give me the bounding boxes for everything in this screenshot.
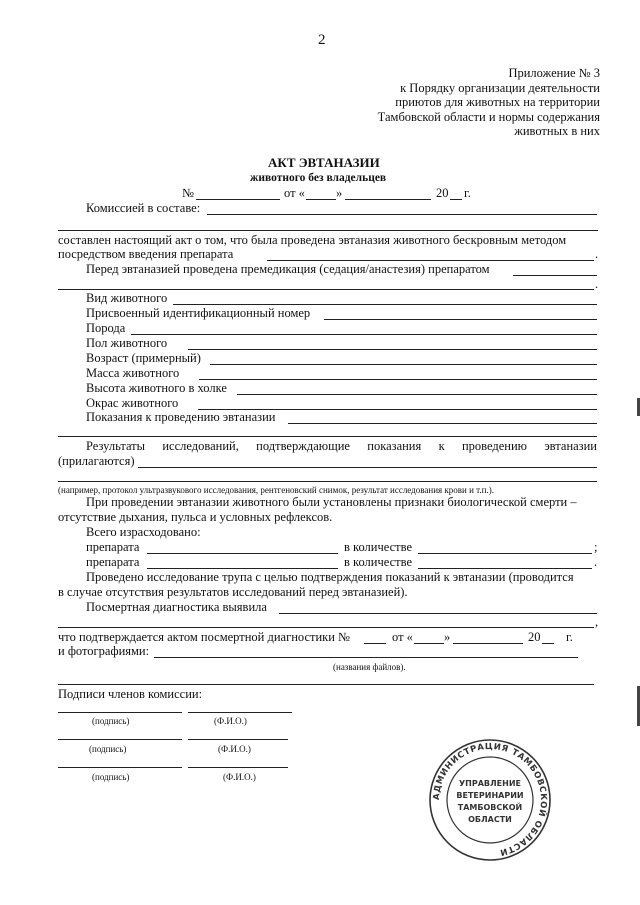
postmortem-blank	[58, 627, 594, 628]
date-from-label: от «	[392, 630, 413, 644]
field-weight-blank	[199, 379, 597, 380]
stamp-inner-line: ОБЛАСТИ	[468, 815, 512, 824]
photos-blank	[58, 684, 594, 685]
stamp-outer-ring	[430, 740, 550, 860]
signature-caption: (подпись)	[89, 744, 127, 754]
act-number-blank	[364, 643, 386, 644]
photos-label: и фотографиями:	[58, 644, 150, 658]
injection-blank	[267, 260, 594, 261]
fio-blank	[188, 712, 292, 713]
commission-label: Комиссией в составе:	[86, 201, 201, 215]
field-indications-blank	[288, 423, 597, 424]
official-stamp	[428, 738, 552, 862]
year-prefix: 20	[528, 630, 541, 644]
field-color-label: Окрас животного	[86, 396, 179, 410]
signature-blank	[58, 712, 182, 713]
drug-label: препарата	[86, 540, 140, 554]
period: .	[595, 247, 599, 261]
semicolon: ;	[594, 540, 598, 554]
year-blank	[450, 199, 462, 200]
month-blank	[345, 199, 431, 200]
year-prefix: 20	[436, 186, 449, 200]
day-blank	[414, 643, 444, 644]
field-height-blank	[237, 394, 597, 395]
fio-blank	[188, 739, 288, 740]
compiled-text: составлен настоящий акт о том, что была проведена эвтаназия животного бескровным методом	[58, 233, 567, 247]
appendix-line: приютов для животных на территории	[395, 95, 600, 109]
drug-blank	[147, 553, 338, 554]
injection-label: посредством введения препарата	[58, 247, 234, 261]
stamp-inner-line: ВЕТЕРИНАРИИ	[456, 791, 524, 800]
autopsy-text: Проведено исследование трупа с целью подтверждения показаний к эвтаназии (проводится	[86, 570, 574, 584]
fio-caption: (Ф.И.О.)	[223, 772, 256, 782]
quote-close: »	[444, 630, 451, 644]
field-age-blank	[210, 364, 597, 365]
field-indications-label: Показания к проведению эвтаназии	[86, 410, 276, 424]
field-age-label: Возраст (примерный)	[86, 351, 201, 365]
period: .	[594, 555, 598, 569]
spent-label: Всего израсходовано:	[86, 525, 201, 539]
fio-caption: (Ф.И.О.)	[214, 716, 247, 726]
signs-text-cont: отсутствие дыхания, пульса и условных рефлексов.	[58, 510, 333, 524]
field-indications-blank	[58, 436, 597, 437]
field-id-label: Присвоенный идентификационный номер	[86, 306, 311, 320]
number-label: №	[182, 186, 194, 200]
appendix-line: Приложение № 3	[508, 66, 600, 80]
file-names-note: (названия файлов).	[333, 662, 406, 672]
signatures-label: Подписи членов комиссии:	[58, 687, 203, 701]
results-blank	[138, 467, 597, 468]
commission-blank	[207, 214, 597, 215]
qty-label: в количестве	[344, 540, 413, 554]
appendix-line: к Порядку организации деятельности	[400, 80, 600, 95]
appendix-block	[360, 66, 600, 139]
premed-blank	[513, 275, 597, 276]
page-number: 2	[318, 32, 326, 48]
signature-caption: (подпись)	[92, 716, 130, 726]
postmortem-label: Посмертная диагностика выявила	[86, 600, 267, 614]
field-species-label: Вид животного	[86, 291, 168, 305]
fio-blank	[188, 767, 288, 768]
appendix-line: животных в них	[514, 124, 600, 138]
commission-blank	[58, 230, 598, 231]
document-title: АКТ ЭВТАНАЗИИ	[268, 155, 380, 170]
confirmed-label: что подтверждается актом посмертной диагностики №	[58, 630, 350, 644]
qty-label: в количестве	[344, 555, 413, 569]
premed-blank	[58, 289, 594, 290]
photos-blank	[154, 657, 578, 658]
field-breed-blank	[131, 334, 597, 335]
quote-close: »	[336, 186, 343, 200]
comma: ,	[595, 615, 599, 629]
results-text: Результаты исследований, подтверждающие показания к проведению эвтаназии	[86, 439, 597, 453]
year-blank	[542, 643, 554, 644]
results-blank	[58, 481, 597, 482]
period: .	[595, 277, 599, 291]
field-sex-blank	[188, 349, 597, 350]
field-species-blank	[173, 304, 597, 305]
field-breed-label: Порода	[86, 321, 126, 335]
month-blank	[453, 643, 523, 644]
field-sex-label: Пол животного	[86, 336, 168, 350]
premed-label: Перед эвтаназией проведена премедикация (седация/анастезия) препаратом	[86, 262, 490, 276]
appendix-line: Тамбовской области и нормы содержания	[377, 109, 600, 124]
date-from-label: от «	[284, 186, 305, 200]
field-height-label: Высота животного в холке	[86, 381, 227, 395]
signature-blank	[58, 767, 182, 768]
results-text-cont: (прилагаются)	[58, 454, 135, 468]
qty-blank	[418, 553, 592, 554]
stamp-inner-ring	[447, 757, 533, 843]
stamp-inner-line: ТАМБОВСКОЙ	[457, 803, 523, 812]
drug-blank	[147, 568, 338, 569]
year-suffix: г.	[464, 186, 471, 200]
drug-label: препарата	[86, 555, 140, 569]
qty-blank	[418, 568, 592, 569]
field-weight-label: Масса животного	[86, 366, 180, 380]
stamp-outer-text: АДМИНИСТРАЦИЯ ТАМБОВСКОЙ ОБЛАСТИ	[431, 741, 549, 858]
year-suffix: г.	[566, 630, 573, 644]
day-blank	[306, 199, 336, 200]
postmortem-blank	[279, 613, 597, 614]
stamp-inner-line: УПРАВЛЕНИЕ	[459, 779, 521, 788]
field-id-blank	[324, 319, 597, 320]
autopsy-text-cont: в случае отсутствия результатов исследований перед эвтаназией).	[58, 585, 408, 599]
example-note: (например, протокол ультразвукового исследования, рентгеновский снимок, результат исследования крови и т.п.).	[58, 485, 494, 495]
document-subtitle: животного без владельцев	[250, 172, 387, 184]
fio-caption: (Ф.И.О.)	[218, 744, 251, 754]
signature-caption: (подпись)	[92, 772, 130, 782]
number-blank	[196, 199, 280, 200]
signs-text: При проведении эвтаназии животного были установлены признаки биологической смерти –	[86, 495, 577, 509]
signature-blank	[58, 739, 182, 740]
